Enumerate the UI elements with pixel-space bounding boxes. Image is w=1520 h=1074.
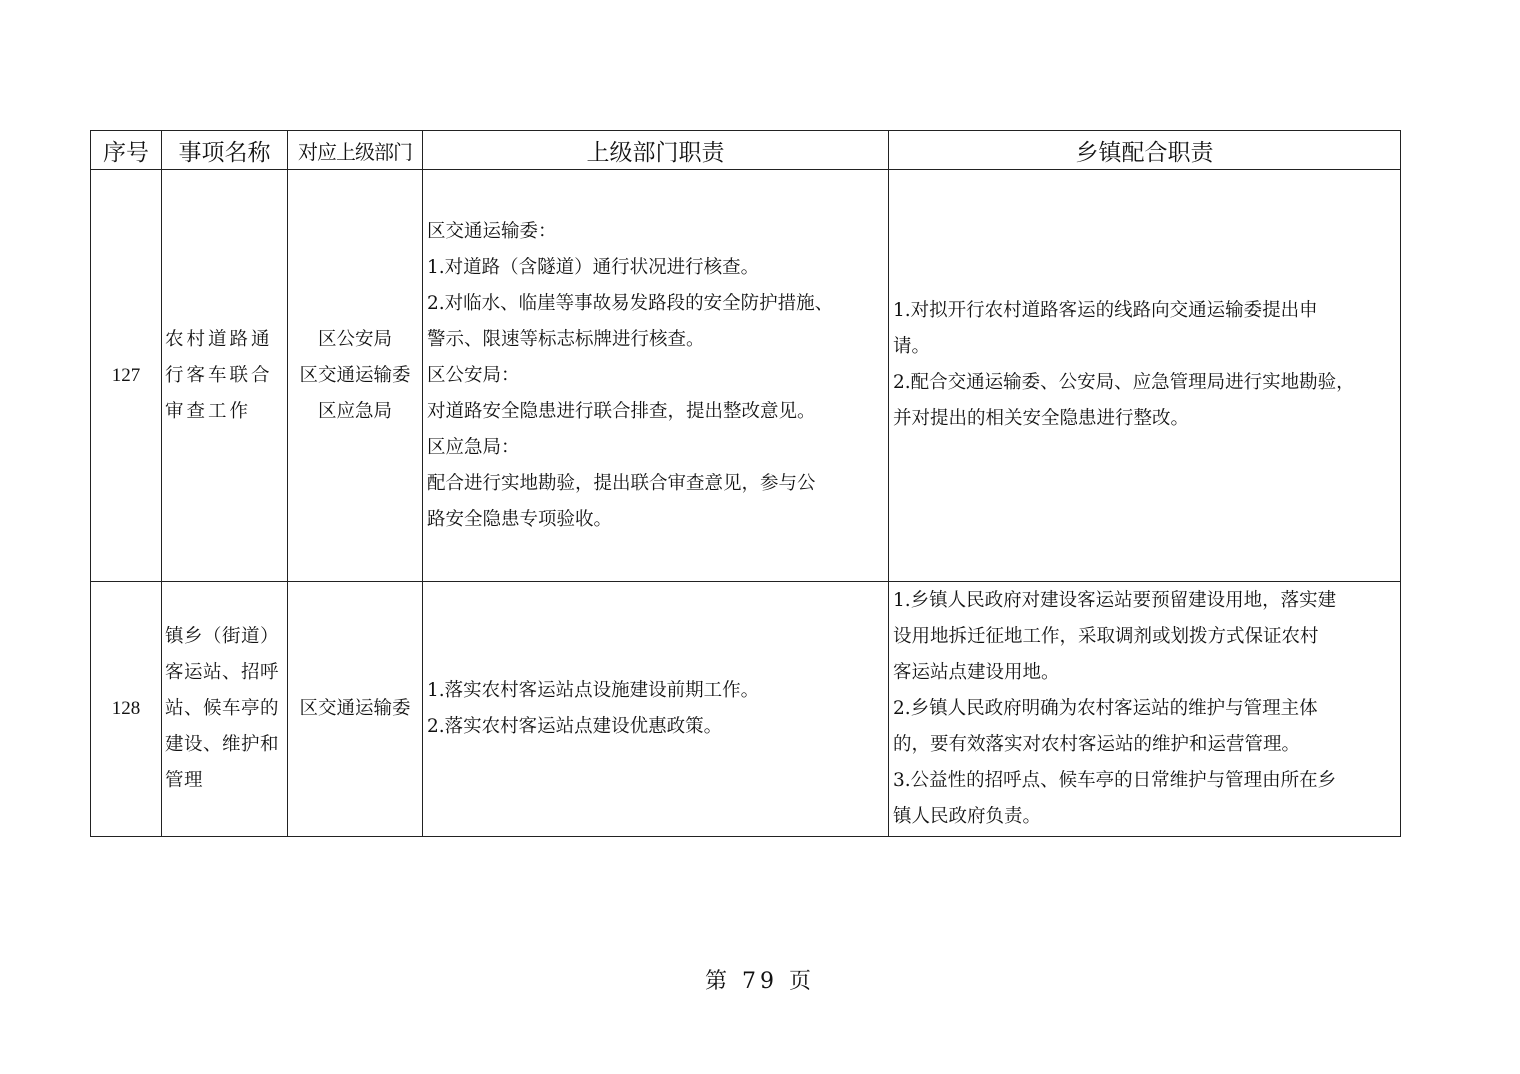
upper-duty-line: 区应急局： [427,436,520,458]
row-seq: 127 [91,170,162,582]
row-town-duty [889,582,1401,837]
item-name-line: 站、候车亭的 [165,698,280,719]
item-name-line: 客运站、招呼 [165,662,280,683]
town-duty-line: 2.配合交通运输委、公安局、应急管理局进行实地勘验， [893,372,1355,393]
row-item-name [162,170,288,582]
upper-duty-line: 1.落实农村客运站点设施建设前期工作。 [427,680,760,701]
row-dept [288,582,423,837]
header-row [91,131,1401,170]
row-upper-duty [423,170,889,582]
upper-duty-line: 2.对临水、临崖等事故易发路段的安全防护措施、 [427,292,834,314]
town-duty-line: 客运站点建设用地。 [893,662,1060,683]
row-upper-duty [423,582,889,837]
row-seq: 128 [91,582,162,837]
town-duty-line: 1.对拟开行农村道路客运的线路向交通运输委提出申 [893,300,1318,321]
row-dept [288,170,423,582]
town-duty-line: 3.公益性的招呼点、候车亭的日常维护与管理由所在乡 [893,770,1337,791]
row-item-name [162,582,288,837]
item-name-line: 审查工作 [165,400,252,422]
item-name-line: 农村道路通 [165,328,273,350]
table-row [91,170,1401,582]
upper-duty-line: 警示、限速等标志标牌进行核查。 [427,328,705,350]
upper-duty-line: 区交通运输委： [427,220,557,242]
header-dept: 对应上级部门 [288,131,423,170]
duty-table [90,130,1401,837]
upper-duty-line: 区公安局： [427,364,520,386]
upper-duty-line: 路安全隐患专项验收。 [427,508,613,530]
header-town-duty: 乡镇配合职责 [889,131,1401,170]
town-duty-line: 2.乡镇人民政府明确为农村客运站的维护与管理主体 [893,698,1318,719]
town-duty-line: 镇人民政府负责。 [893,806,1042,827]
dept-line: 区交通运输委 [299,364,411,386]
table-row [91,582,1401,837]
item-name-line: 行客车联合 [165,364,273,386]
header-name: 事项名称 [162,131,288,170]
upper-duty-line: 1.对道路（含隧道）通行状况进行核查。 [427,256,760,278]
page-number: 第 79 页 [705,969,815,994]
item-name-line: 镇乡（街道） [165,626,280,647]
header-seq: 序号 [91,131,162,170]
town-duty-line: 1.乡镇人民政府对建设客运站要预留建设用地，落实建 [893,590,1337,611]
town-duty-line: 设用地拆迁征地工作，采取调剂或划拨方式保证农村 [893,626,1319,647]
town-duty-line: 请。 [893,336,931,357]
dept-line: 区公安局 [317,328,392,350]
item-name-line: 管理 [165,770,204,791]
upper-duty-line: 配合进行实地勘验，提出联合审查意见，参与公 [427,472,816,494]
upper-duty-line: 2.落实农村客运站点建设优惠政策。 [427,716,723,737]
town-duty-line: 的，要有效落实对农村客运站的维护和运营管理。 [893,734,1301,755]
town-duty-line: 并对提出的相关安全隐患进行整改。 [893,408,1190,429]
dept-line: 区交通运输委 [299,698,411,719]
upper-duty-line: 对道路安全隐患进行联合排查，提出整改意见。 [427,400,816,422]
row-town-duty [889,170,1401,582]
dept-line: 区应急局 [317,400,392,422]
item-name-line: 建设、维护和 [165,734,280,755]
header-upper-duty: 上级部门职责 [423,131,889,170]
